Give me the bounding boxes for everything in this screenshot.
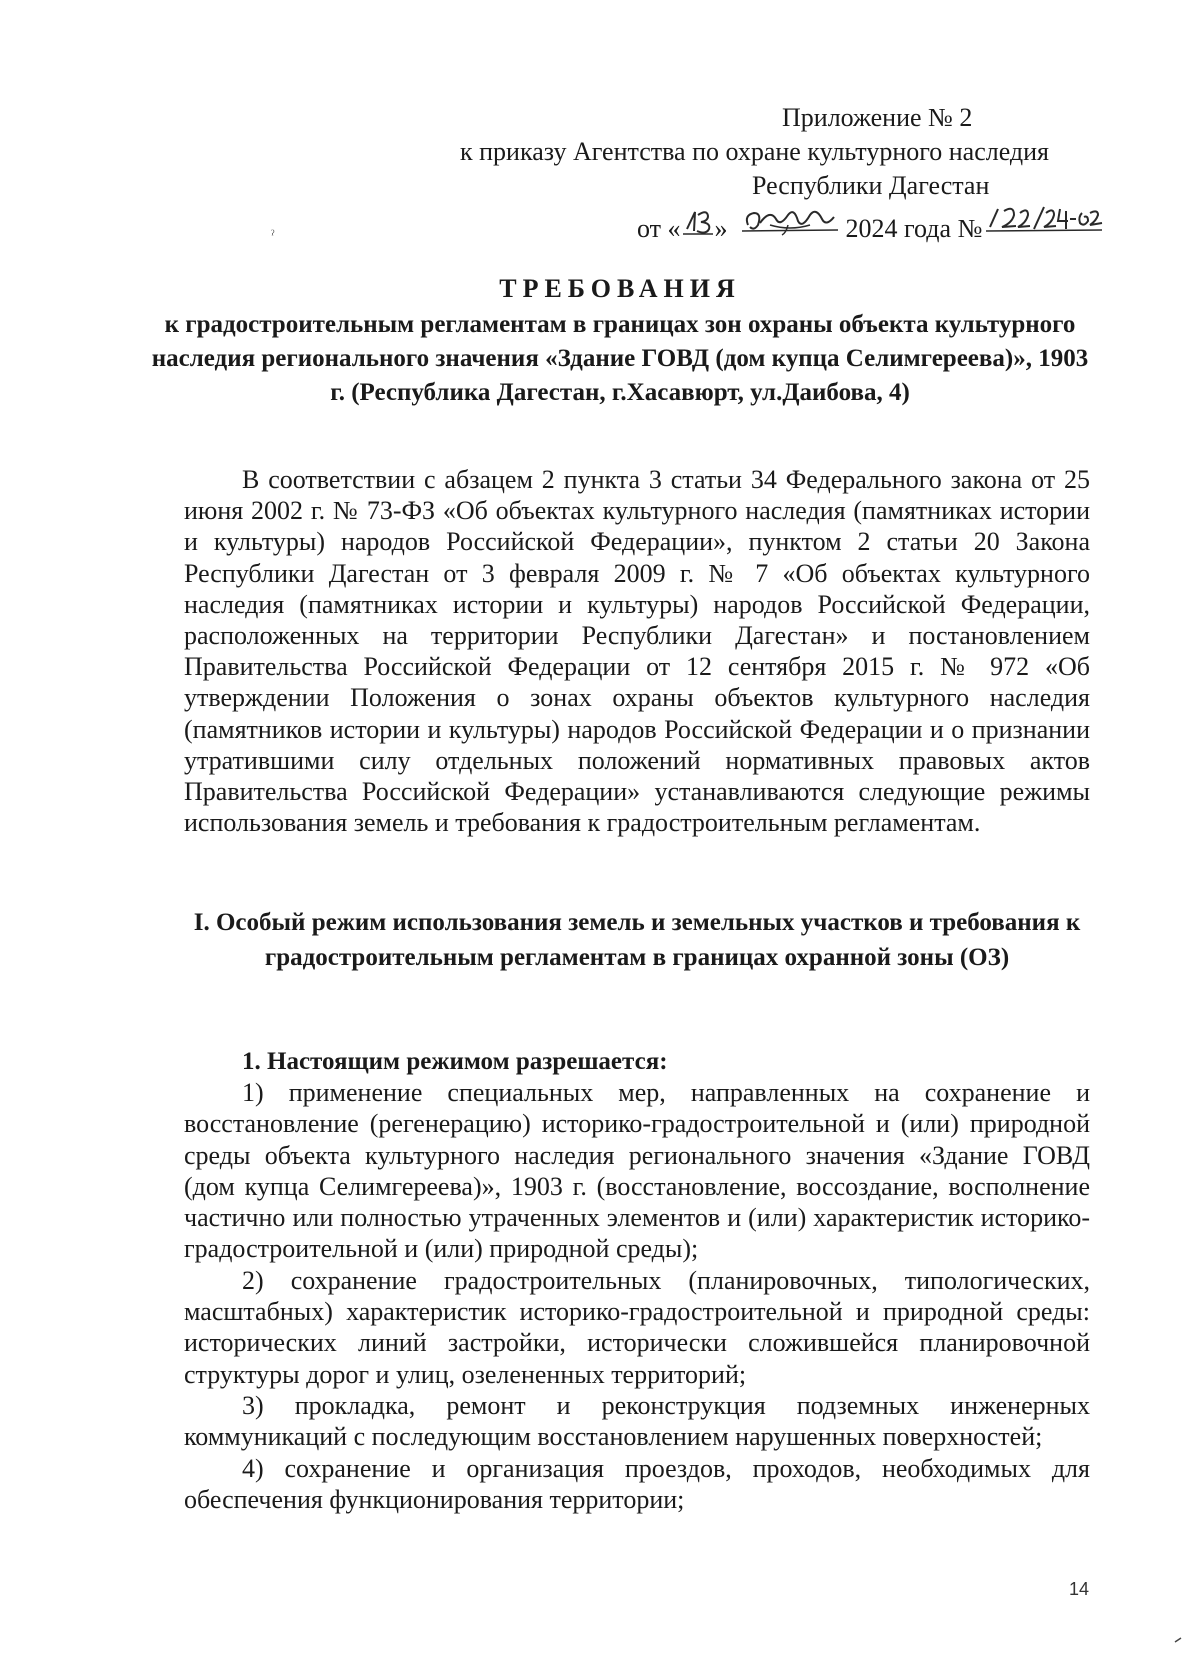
handwritten-month	[740, 203, 840, 237]
intro-paragraph: В соответствии с абзацем 2 пункта 3 статьи 34 Федерального закона от 25 июня 2002 г. № 73-ФЗ «Об объектах культурного наследия (памятниках истории и культуры) народов Российской Федерации», пунктом 2 статьи 20 Закона Республики Дагестан от 3 февраля 2009 г. № 7 «Об объектах культурного наследия (памятниках истории и культуры) народов Российской Федерации, расположенных на территории Республики Дагестан» и постановлением Правительства Российской Федерации от 12 сентября 2015 г. № 972 «Об утверждении Положения о зонах охраны объектов культурного наследия (памятников истории и культуры) народов Российской Федерации и о признании утратившими силу отдельных положений нормативных правовых актов Правительства Российской Федерации» устанавливаются следующие режимы использования земель и требования к градостроительным регламентам.	[184, 465, 1090, 838]
clause-item: 4) сохранение и организация проездов, проходов, необходимых для обеспечения функционирования территории;	[184, 1453, 1090, 1514]
clause-heading: 1. Настоящим режимом разрешается:	[242, 1048, 668, 1075]
annex-title: Приложение № 2	[782, 103, 973, 132]
clause-item-list	[184, 1077, 1090, 1515]
section-heading: I. Особый режим использования земель и земельных участков и требования к градостроительным регламентам в границах охранной зоны (ОЗ)	[193, 909, 1081, 971]
clause-item: 1) применение специальных мер, направленных на сохранение и восстановление (регенерацию) историко-градостроительной и (или) природной среды объекта культурного наследия регионального значения «Здание ГОВД (дом купца Селимгереева)», 1903 г. (восстановление, воссоздание, восполнение частично или полностью утраченных элементов и (или) характеристик историко-градостроительной и (или) природной среды);	[184, 1078, 1090, 1264]
clause-item: 2) сохранение градостроительных (планировочных, типологических, масштабных) характеристик историко-градостроительной и природной среды: исторических линий застройки, исторически сложившейся планировочной структуры дорог и улиц, озелененных территорий;	[184, 1265, 1090, 1389]
page-number: 14	[1069, 1579, 1090, 1599]
date-mid: »	[714, 214, 728, 243]
annex-republic: Республики Дагестан	[752, 171, 990, 200]
handwritten-document-number	[984, 203, 1104, 237]
document-title: ТРЕБОВАНИЯ	[499, 274, 741, 303]
stray-mark: ˀ	[271, 228, 275, 243]
annex-order-reference: к приказу Агентства по охране культурного наследия	[460, 137, 1050, 166]
document-subtitle: к градостроительным регламентам в границах зон охраны объекта культурного наследия регионального значения «Здание ГОВД (дом купца Селимгереева)», 1903 г. (Республика Дагестан, г.Хасавюрт, ул.Даибова, 4)	[151, 311, 1089, 406]
scan-mark-icon	[1174, 1637, 1182, 1643]
date-prefix: от «	[637, 214, 681, 243]
annex-date-line	[637, 203, 1104, 246]
date-year-number-label: 2024 года №	[845, 214, 983, 243]
clause-item: 3) прокладка, ремонт и реконструкция подземных инженерных коммуникаций с последующим восстановлением нарушенных поверхностей;	[184, 1390, 1090, 1452]
handwritten-day	[681, 207, 715, 237]
